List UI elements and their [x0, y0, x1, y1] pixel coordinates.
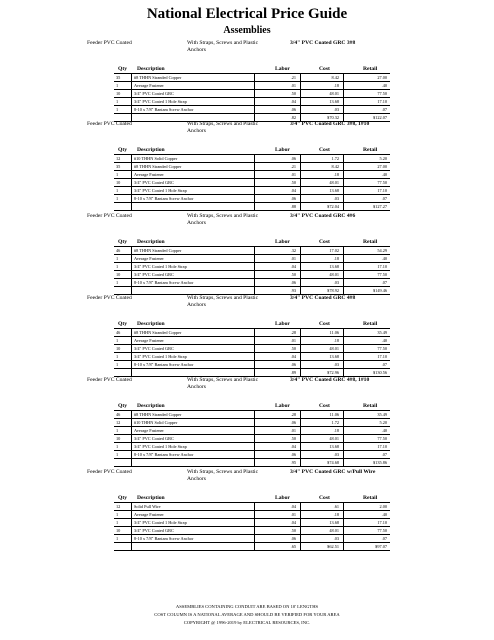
column-header-qty: Qty: [118, 495, 128, 501]
table-row: [114, 527, 390, 535]
assembly-table: [114, 502, 390, 551]
table-row: [114, 187, 390, 195]
row-retail: 17.10: [377, 264, 387, 269]
row-qty: 10: [116, 91, 121, 96]
column-headers: [0, 239, 494, 246]
row-cost: .18: [333, 338, 339, 343]
total-labor: .95: [290, 460, 296, 465]
row-labor: .04: [290, 520, 296, 525]
total-cost: $72.96: [327, 370, 339, 375]
row-qty: 46: [116, 330, 121, 335]
row-cost: 8.42: [331, 164, 339, 169]
footer-note-cost: COST COLUMN IS A NATIONAL AVERAGE AND SHOULD BE VERIFIED FOR YOUR AREA: [154, 612, 340, 617]
row-retail: .07: [381, 362, 387, 367]
table-row: [114, 255, 390, 263]
table-row: [114, 337, 390, 345]
row-labor: .04: [290, 444, 296, 449]
row-labor: .01: [290, 83, 296, 88]
assembly-section: [0, 40, 494, 122]
assembly-description: With Straps, Screws and Plastic Anchors: [187, 295, 259, 308]
row-cost: 13.68: [329, 520, 339, 525]
table-row: [114, 98, 390, 106]
row-cost: 13.68: [329, 99, 339, 104]
column-header-cost: Cost: [319, 66, 330, 72]
table-row: [114, 271, 390, 279]
column-header-qty: Qty: [118, 321, 128, 327]
column-header-retail: Retail: [363, 66, 378, 72]
row-retail: .40: [381, 512, 387, 517]
row-labor: .01: [290, 256, 296, 261]
table-row: [114, 163, 390, 171]
row-description: Average Fastener: [134, 512, 164, 517]
column-header-labor: Labor: [275, 403, 290, 409]
total-labor: .82: [290, 115, 296, 120]
table-row: [114, 353, 390, 361]
table-row: [114, 411, 390, 419]
assembly-category: Feeder PVC Coated: [87, 469, 132, 475]
table-row: [114, 195, 390, 203]
row-cost: .03: [333, 280, 339, 285]
table-total-row: [114, 543, 390, 551]
row-cost: 13.68: [329, 444, 339, 449]
row-labor: .50: [290, 436, 296, 441]
row-description: #8 THHN Stranded Copper: [134, 248, 182, 253]
table-row: [114, 90, 390, 98]
column-header-labor: Labor: [275, 321, 290, 327]
column-headers: [0, 403, 494, 410]
row-qty: 12: [116, 420, 121, 425]
row-labor: .06: [290, 362, 296, 367]
row-cost: 48.01: [329, 528, 339, 533]
assembly-category: Feeder PVC Coated: [87, 40, 132, 46]
row-description: 3/4" PVC Coated GRC: [134, 528, 174, 533]
table-row: [114, 279, 390, 287]
column-headers: [0, 495, 494, 502]
row-labor: .01: [290, 172, 296, 177]
assembly-header: [0, 377, 494, 403]
row-retail: 77.50: [377, 528, 387, 533]
row-description: 3/4" PVC Coated 1 Hole Strap: [134, 99, 187, 104]
row-cost: 48.01: [329, 91, 339, 96]
row-retail: 35.49: [377, 330, 387, 335]
total-retail: $122.07: [373, 115, 387, 120]
column-header-description: Description: [137, 147, 165, 153]
total-cost: $72.04: [327, 204, 339, 209]
assembly-description: With Straps, Screws and Plastic Anchors: [187, 469, 259, 482]
row-retail: 17.10: [377, 520, 387, 525]
row-qty: 1: [116, 99, 119, 104]
row-description: #8 THHN Stranded Copper: [134, 412, 182, 417]
row-cost: .61: [333, 504, 339, 509]
row-qty: 1: [116, 188, 119, 193]
row-qty: 10: [116, 272, 121, 277]
row-description: #8 THHN Stranded Copper: [134, 330, 182, 335]
row-description: #10 THHN Solid Copper: [134, 420, 178, 425]
row-qty: 1: [116, 256, 119, 261]
row-labor: .01: [290, 338, 296, 343]
row-qty: 1: [116, 452, 119, 457]
row-qty: 1: [116, 536, 119, 541]
row-cost: 48.01: [329, 346, 339, 351]
row-description: 8-10 x 7/8" Bantam Screw Anchor: [134, 536, 194, 541]
row-labor: .04: [290, 264, 296, 269]
column-header-qty: Qty: [118, 239, 128, 245]
row-description: Average Fastener: [134, 172, 164, 177]
row-cost: 1.72: [331, 420, 339, 425]
column-header-labor: Labor: [275, 147, 290, 153]
row-qty: 35: [116, 75, 121, 80]
total-cost: $74.68: [327, 460, 339, 465]
table-total-row: [114, 369, 390, 377]
column-header-description: Description: [137, 495, 165, 501]
row-labor: .06: [290, 536, 296, 541]
row-labor: .06: [290, 107, 296, 112]
row-description: 8-10 x 7/8" Bantam Screw Anchor: [134, 196, 194, 201]
row-retail: .40: [381, 428, 387, 433]
row-retail: 17.10: [377, 444, 387, 449]
column-header-description: Description: [137, 403, 165, 409]
column-header-cost: Cost: [319, 403, 330, 409]
row-retail: .40: [381, 172, 387, 177]
row-cost: 13.68: [329, 188, 339, 193]
table-row: [114, 329, 390, 337]
assembly-table: [114, 154, 390, 211]
row-retail: 17.10: [377, 354, 387, 359]
row-retail: .40: [381, 83, 387, 88]
row-qty: 1: [116, 444, 119, 449]
row-retail: 77.50: [377, 436, 387, 441]
row-qty: 1: [116, 338, 119, 343]
column-header-labor: Labor: [275, 495, 290, 501]
row-qty: 10: [116, 528, 121, 533]
row-description: 3/4" PVC Coated 1 Hole Strap: [134, 444, 187, 449]
total-cost: $70.32: [327, 115, 339, 120]
row-retail: 5.20: [379, 156, 387, 161]
total-retail: $149.46: [373, 288, 387, 293]
total-retail: $135.86: [373, 460, 387, 465]
assembly-category: Feeder PVC Coated: [87, 295, 132, 301]
row-labor: .50: [290, 91, 296, 96]
assembly-table: [114, 246, 390, 295]
total-retail: $97.07: [375, 544, 387, 549]
assembly-table: [114, 410, 390, 467]
column-headers: [0, 321, 494, 328]
assembly-description: With Straps, Screws and Plastic Anchors: [187, 40, 259, 53]
assembly-description: With Straps, Screws and Plastic Anchors: [187, 377, 259, 390]
row-retail: 17.10: [377, 99, 387, 104]
row-description: 3/4" PVC Coated 1 Hole Strap: [134, 188, 187, 193]
row-description: 3/4" PVC Coated 1 Hole Strap: [134, 520, 187, 525]
table-row: [114, 427, 390, 435]
row-retail: .07: [381, 452, 387, 457]
row-retail: .07: [381, 536, 387, 541]
row-cost: 48.01: [329, 272, 339, 277]
row-retail: 77.50: [377, 272, 387, 277]
table-row: [114, 171, 390, 179]
row-cost: 17.02: [329, 248, 339, 253]
row-retail: 54.29: [377, 248, 387, 253]
row-retail: 17.10: [377, 188, 387, 193]
row-cost: .18: [333, 172, 339, 177]
column-header-description: Description: [137, 321, 165, 327]
total-retail: $127.27: [373, 204, 387, 209]
row-qty: 1: [116, 196, 119, 201]
row-cost: 11.06: [329, 412, 339, 417]
table-row: [114, 435, 390, 443]
column-header-description: Description: [137, 239, 165, 245]
row-labor: .21: [290, 75, 296, 80]
row-qty: 1: [116, 280, 119, 285]
row-qty: 1: [116, 172, 119, 177]
row-description: 3/4" PVC Coated GRC: [134, 180, 174, 185]
row-cost: .18: [333, 512, 339, 517]
row-qty: 10: [116, 346, 121, 351]
row-qty: 46: [116, 248, 121, 253]
table-row: [114, 535, 390, 543]
row-labor: .06: [290, 420, 296, 425]
row-labor: .04: [290, 354, 296, 359]
table-row: [114, 155, 390, 163]
footer-copyright: COPYRIGHT @ 1996-2019 by ELECTRICAL RESOURCES, INC.: [183, 620, 311, 625]
table-row: [114, 247, 390, 255]
row-description: 3/4" PVC Coated 1 Hole Strap: [134, 264, 187, 269]
row-cost: .03: [333, 452, 339, 457]
assembly-title: 3/4" PVC Coated GRC w/Pull Wire: [290, 469, 376, 475]
row-description: 3/4" PVC Coated GRC: [134, 91, 174, 96]
row-labor: .28: [290, 330, 296, 335]
table-row: [114, 443, 390, 451]
row-qty: 1: [116, 520, 119, 525]
row-labor: .06: [290, 452, 296, 457]
table-row: [114, 451, 390, 459]
column-headers: [0, 147, 494, 154]
row-qty: 46: [116, 412, 121, 417]
table-row: [114, 179, 390, 187]
row-retail: .07: [381, 196, 387, 201]
column-header-cost: Cost: [319, 147, 330, 153]
row-qty: 1: [116, 107, 119, 112]
total-cost: $62.51: [327, 544, 339, 549]
table-total-row: [114, 459, 390, 467]
row-cost: 11.06: [329, 330, 339, 335]
row-description: Average Fastener: [134, 256, 164, 261]
table-row: [114, 503, 390, 511]
total-labor: .88: [290, 204, 296, 209]
assembly-title: 3/4" PVC Coated GRC 3#8: [290, 40, 356, 46]
assembly-header: [0, 213, 494, 239]
row-description: 3/4" PVC Coated 1 Hole Strap: [134, 354, 187, 359]
row-labor: .21: [290, 164, 296, 169]
row-cost: 13.68: [329, 264, 339, 269]
row-retail: 77.50: [377, 346, 387, 351]
row-labor: .04: [290, 99, 296, 104]
row-qty: 12: [116, 504, 121, 509]
row-description: #10 THHN Solid Copper: [134, 156, 178, 161]
row-labor: .06: [290, 156, 296, 161]
row-description: #8 THHN Stranded Copper: [134, 75, 182, 80]
row-description: 3/4" PVC Coated GRC: [134, 272, 174, 277]
row-description: 8-10 x 7/8" Bantam Screw Anchor: [134, 452, 194, 457]
row-qty: 12: [116, 156, 121, 161]
total-labor: .65: [290, 544, 296, 549]
row-cost: .18: [333, 256, 339, 261]
table-total-row: [114, 287, 390, 295]
assembly-section: [0, 377, 494, 467]
row-qty: 1: [116, 264, 119, 269]
column-header-retail: Retail: [363, 239, 378, 245]
total-labor: .89: [290, 370, 296, 375]
total-retail: $130.56: [373, 370, 387, 375]
assembly-title: 3/4" PVC Coated GRC 4#8, 1#10: [290, 377, 370, 383]
row-cost: 8.42: [331, 75, 339, 80]
row-retail: 2.00: [379, 504, 387, 509]
row-retail: 27.00: [377, 164, 387, 169]
table-row: [114, 82, 390, 90]
assembly-table: [114, 73, 390, 122]
row-labor: .28: [290, 412, 296, 417]
row-cost: .03: [333, 196, 339, 201]
row-labor: .06: [290, 280, 296, 285]
assembly-title: 3/4" PVC Coated GRC 4#6: [290, 213, 356, 219]
total-labor: .93: [290, 288, 296, 293]
row-retail: 35.49: [377, 412, 387, 417]
page-subtitle: Assemblies: [223, 25, 271, 36]
assembly-header: [0, 469, 494, 495]
assembly-table: [114, 328, 390, 377]
row-cost: .03: [333, 362, 339, 367]
row-qty: 35: [116, 164, 121, 169]
assembly-section: [0, 121, 494, 211]
row-description: 8-10 x 7/8" Bantam Screw Anchor: [134, 107, 194, 112]
footer-note-lengths: ASSEMBLIES CONTAINING CONDUIT ARE BASED ON 10' LENGTHS: [175, 604, 319, 609]
row-description: Average Fastener: [134, 83, 164, 88]
assembly-header: [0, 295, 494, 321]
column-header-description: Description: [137, 66, 165, 72]
row-labor: .04: [290, 504, 296, 509]
row-cost: .18: [333, 428, 339, 433]
row-cost: .03: [333, 536, 339, 541]
row-labor: .50: [290, 272, 296, 277]
assembly-category: Feeder PVC Coated: [87, 377, 132, 383]
row-labor: .32: [290, 248, 296, 253]
row-cost: 1.72: [331, 156, 339, 161]
column-header-retail: Retail: [363, 321, 378, 327]
row-labor: .50: [290, 346, 296, 351]
assembly-title: 3/4" PVC Coated GRC 4#8: [290, 295, 356, 301]
row-description: 3/4" PVC Coated GRC: [134, 436, 174, 441]
row-labor: .01: [290, 512, 296, 517]
row-description: #8 THHN Stranded Copper: [134, 164, 182, 169]
row-qty: 1: [116, 83, 119, 88]
column-header-qty: Qty: [118, 66, 128, 72]
column-header-cost: Cost: [319, 495, 330, 501]
table-row: [114, 263, 390, 271]
column-header-retail: Retail: [363, 147, 378, 153]
column-header-cost: Cost: [319, 321, 330, 327]
row-retail: 77.50: [377, 180, 387, 185]
row-qty: 1: [116, 354, 119, 359]
table-row: [114, 106, 390, 114]
row-description: 3/4" PVC Coated GRC: [134, 346, 174, 351]
column-header-labor: Labor: [275, 239, 290, 245]
row-retail: .40: [381, 256, 387, 261]
assembly-header: [0, 40, 494, 66]
row-qty: 1: [116, 362, 119, 367]
row-retail: .07: [381, 280, 387, 285]
column-headers: [0, 66, 494, 73]
row-qty: 10: [116, 436, 121, 441]
table-row: [114, 511, 390, 519]
row-description: 8-10 x 7/8" Bantam Screw Anchor: [134, 362, 194, 367]
assembly-header: [0, 121, 494, 147]
assembly-category: Feeder PVC Coated: [87, 213, 132, 219]
column-header-qty: Qty: [118, 147, 128, 153]
assembly-title: 3/4" PVC Coated GRC 3#8, 1#10: [290, 121, 370, 127]
row-labor: .01: [290, 428, 296, 433]
assembly-section: [0, 213, 494, 295]
column-header-retail: Retail: [363, 495, 378, 501]
assembly-section: [0, 469, 494, 551]
row-description: Average Fastener: [134, 428, 164, 433]
row-retail: .40: [381, 338, 387, 343]
row-cost: .18: [333, 83, 339, 88]
row-cost: .03: [333, 107, 339, 112]
row-description: 8-10 x 7/8" Bantam Screw Anchor: [134, 280, 194, 285]
column-header-qty: Qty: [118, 403, 128, 409]
row-labor: .04: [290, 188, 296, 193]
row-retail: 27.00: [377, 75, 387, 80]
row-retail: 77.50: [377, 91, 387, 96]
row-labor: .50: [290, 528, 296, 533]
total-cost: $78.92: [327, 288, 339, 293]
row-qty: 10: [116, 180, 121, 185]
row-qty: 1: [116, 428, 119, 433]
table-row: [114, 345, 390, 353]
assembly-description: With Straps, Screws and Plastic Anchors: [187, 213, 259, 226]
table-row: [114, 519, 390, 527]
row-description: Average Fastener: [134, 338, 164, 343]
column-header-cost: Cost: [319, 239, 330, 245]
row-cost: 48.01: [329, 180, 339, 185]
row-cost: 48.01: [329, 436, 339, 441]
table-row: [114, 361, 390, 369]
row-qty: 1: [116, 512, 119, 517]
row-cost: 13.68: [329, 354, 339, 359]
table-row: [114, 419, 390, 427]
page-title: National Electrical Price Guide: [146, 6, 348, 22]
row-description: Solid Pull Wire: [134, 504, 161, 509]
assembly-description: With Straps, Screws and Plastic Anchors: [187, 121, 259, 134]
assembly-category: Feeder PVC Coated: [87, 121, 132, 127]
assembly-section: [0, 295, 494, 377]
row-labor: .06: [290, 196, 296, 201]
column-header-labor: Labor: [275, 66, 290, 72]
column-header-retail: Retail: [363, 403, 378, 409]
row-retail: 5.20: [379, 420, 387, 425]
table-row: [114, 74, 390, 82]
row-retail: .07: [381, 107, 387, 112]
row-labor: .50: [290, 180, 296, 185]
table-total-row: [114, 203, 390, 211]
